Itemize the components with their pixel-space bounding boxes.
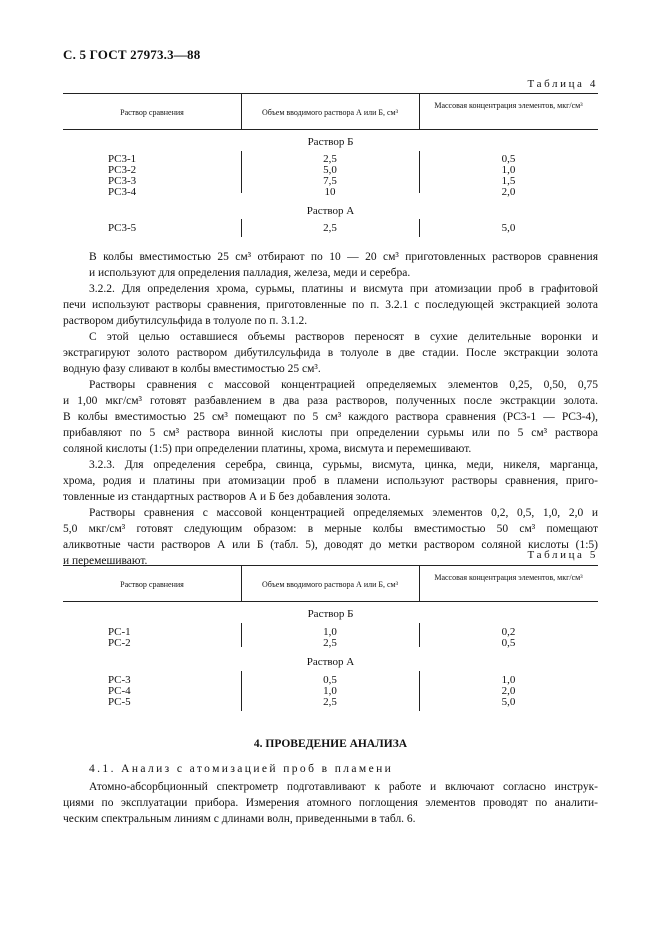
paragraph [63, 505, 598, 569]
cell-volume: 2,5 [323, 696, 337, 708]
text-line: печи используют растворы сравнения, приготовленные по п. 3.2.1 с последующей экстракцией золота [63, 299, 598, 311]
group-label-b: Раствор Б [307, 608, 354, 620]
header-cell-solution: Раствор сравнения [120, 580, 184, 589]
cell-volume: 2,5 [323, 637, 337, 649]
cell-concentration: 5,0 [501, 222, 516, 234]
cell-volume: 5,0 [323, 164, 337, 176]
header-cell-solution: Раствор сравнения [120, 108, 184, 117]
text-line: раствором дибутилсульфида в толуоле по п. 3.1.2. [63, 315, 308, 327]
cell-concentration: 0,5 [501, 153, 516, 165]
table5-caption: Таблица 5 [527, 549, 598, 561]
subsection-title: 4.1. Анализ с атомизацией проб в пламени [89, 763, 394, 775]
text-line: В колбы вместимостью 25 см³ отбирают по 10 — 20 см³ приготовленных растворов сравнения [89, 251, 598, 263]
header-cell-volume: Объем вводимого раствора А или Б, см³ [262, 580, 398, 589]
text-line: 3.2.3. Для определения серебра, свинца, сурьмы, висмута, цинка, меди, никеля, марганца, [89, 459, 598, 471]
cell-concentration: 1,0 [501, 674, 516, 686]
text-line: Атомно-абсорбционный спектрометр подготавливают к работе и включают согласно инструк- [89, 781, 598, 793]
text-line: экстрагируют золото раствором дибутилсульфида в толуоле в две стадии. После экстракции золота [63, 347, 598, 359]
cell-volume: 1,0 [323, 685, 337, 697]
table-rule [63, 565, 598, 566]
header-cell-concentration: Массовая концентрация элементов, мкг/см³ [434, 101, 583, 110]
group-label-a: Раствор А [306, 205, 355, 217]
text-line: и перемешивают. [63, 555, 148, 567]
text-line: и используют для определения палладия, железа, меди и серебра. [89, 267, 411, 279]
cell-volume: 7,5 [323, 175, 337, 187]
text-line: 5,0 мкг/см³ готовят следующим образом: в мерные колбы вместимостью 50 см³ помещают [63, 523, 598, 535]
text-line: В колбы вместимостью 25 см³ помещают по 5 см³ каждого раствора сравнения (PC3-1 — PC3-4), [63, 411, 598, 423]
paragraph [63, 377, 598, 457]
section-title: 4. ПРОВЕДЕНИЕ АНАЛИЗА [253, 738, 408, 750]
cell-volume: 10 [324, 186, 336, 198]
table5 [63, 565, 598, 715]
text-line: Растворы сравнения с массовой концентрацией определяемых элементов 0,2, 0,5, 1,0, 2,0 и [89, 507, 598, 519]
cell-volume: 2,5 [323, 222, 337, 234]
column-divider [419, 93, 420, 129]
cell-concentration: 1,5 [501, 175, 516, 187]
table-rule [63, 129, 598, 130]
cell-concentration: 2,0 [501, 186, 516, 198]
body-text-block [63, 249, 598, 569]
text-line: соляной кислоты (1:5) при определении платины, хрома, висмута и перемешивают. [63, 443, 472, 455]
text-line: прибавляют по 5 см³ раствора винной кислоты при определении сурьмы или по 5 см³ раствора [63, 427, 598, 439]
paragraph [63, 329, 598, 377]
header-cell-concentration: Массовая концентрация элементов, мкг/см³ [434, 573, 583, 582]
text-line: Растворы сравнения с массовой концентрацией определяемых элементов 0,25, 0,50, 0,75 [89, 379, 598, 391]
cell-name: PC-2 [108, 637, 131, 649]
table4 [63, 93, 598, 243]
text-line: хрома, родия и платины при атомизации проб в пламени используют растворы сравнения, приго- [63, 475, 598, 487]
paragraph [63, 457, 598, 505]
cell-volume: 0,5 [323, 674, 337, 686]
text-line: товленные из стандартных растворов А и Б без добавления золота. [63, 491, 391, 503]
cell-name: PC3-2 [108, 164, 137, 176]
section-text [63, 779, 598, 827]
column-divider [419, 565, 420, 601]
group-label-b: Раствор Б [307, 136, 354, 148]
text-line: и 1,00 мкг/см³ готовят разбавлением в два раза растворов, полученных после экстракции золота. [63, 395, 598, 407]
cell-volume: 2,5 [323, 153, 337, 165]
cell-name: PC-1 [108, 626, 131, 638]
text-line: 3.2.2. Для определения хрома, сурьмы, платины и висмута при атомизации проб в графитовой [89, 283, 598, 295]
cell-concentration: 0,5 [501, 637, 516, 649]
text-line: С этой целью оставшиеся объемы растворов переносят в сухие делительные воронки и [89, 331, 598, 343]
text-line: водную фазу сливают в колбы вместимостью 25 см³. [63, 363, 321, 375]
paragraph [63, 281, 598, 329]
cell-concentration: 2,0 [501, 685, 516, 697]
text-line: ческим спектральным линиям с длинами волн, приведенными в табл. 6. [63, 813, 416, 825]
cell-name: PC-4 [108, 685, 131, 697]
paragraph [63, 249, 598, 281]
table-rule [63, 601, 598, 602]
cell-name: PC3-4 [108, 186, 137, 198]
text-line: циями по эксплуатации прибора. Измерения атомного поглощения элементов проводят по аналити- [63, 797, 598, 809]
cell-name: PC3-3 [108, 175, 137, 187]
cell-volume: 1,0 [323, 626, 337, 638]
cell-name: PC3-1 [108, 153, 137, 165]
table-rule [63, 93, 598, 94]
header-cell-volume: Объем вводимого раствора А или Б, см³ [262, 108, 398, 117]
cell-concentration: 0,2 [501, 626, 516, 638]
page-header: С. 5 ГОСТ 27973.3—88 [63, 47, 201, 62]
cell-name: PC3-5 [108, 222, 137, 234]
cell-concentration: 1,0 [501, 164, 516, 176]
group-label-a: Раствор А [306, 656, 355, 668]
cell-concentration: 5,0 [501, 696, 516, 708]
table4-caption: Таблица 4 [527, 78, 598, 90]
cell-name: PC-3 [108, 674, 131, 686]
cell-name: PC-5 [108, 696, 131, 708]
text-line: аликвотные части растворов А или Б (табл. 5), доводят до метки раствором соляной кислоты (1:5) [63, 539, 598, 551]
